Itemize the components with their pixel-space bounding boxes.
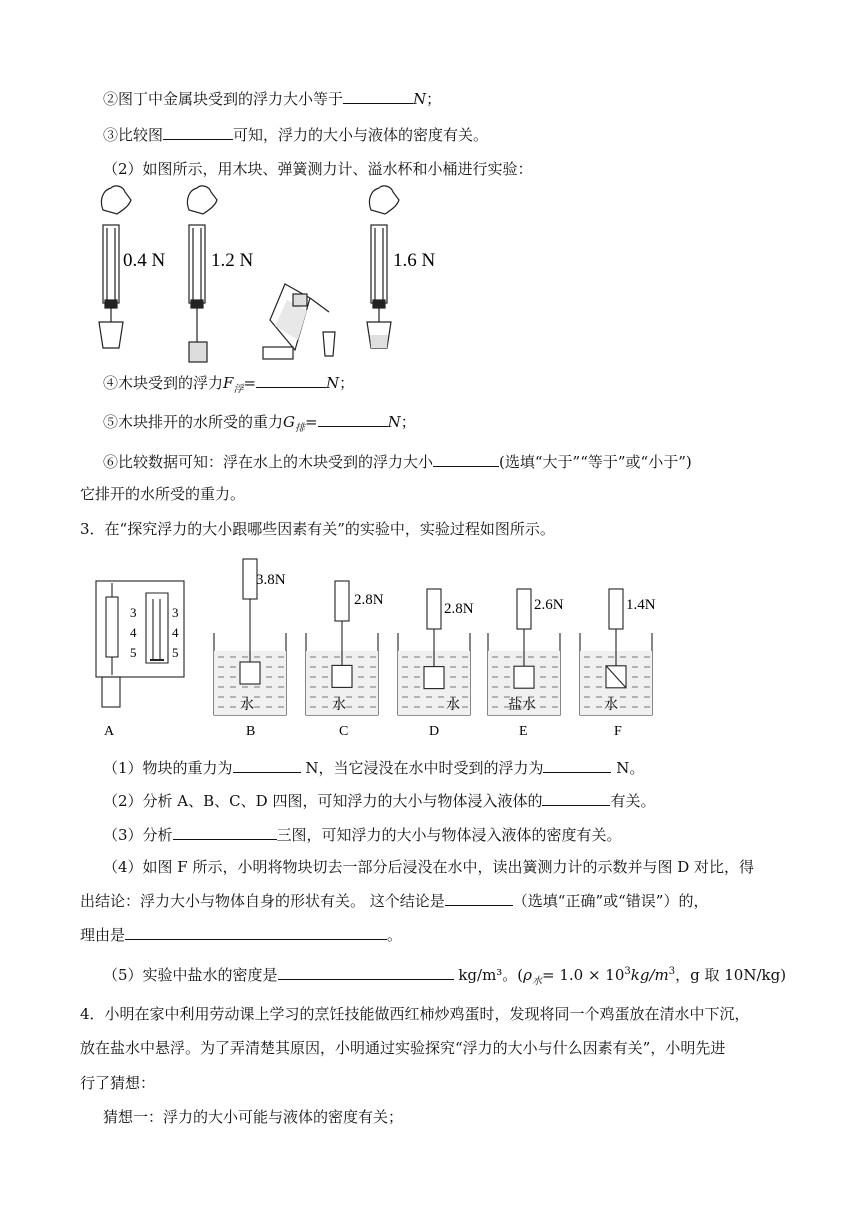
text: N。: [616, 759, 645, 777]
unit: N: [387, 413, 401, 431]
answer-blank[interactable]: [233, 757, 301, 773]
figure-label: E: [519, 724, 528, 739]
scale-tick: 3: [130, 605, 137, 620]
spring-balance-body: [103, 225, 119, 303]
reading-label: 2.8N: [354, 592, 384, 608]
figure-label: B: [246, 724, 256, 739]
scale-tick: 5: [130, 645, 137, 660]
question-line-1: [103, 88, 441, 109]
liquid-label: 水: [604, 698, 618, 713]
sub-question-3: [103, 824, 622, 845]
text: (选填“大于”“等于”或“小于”): [499, 453, 692, 471]
question-line-4: [103, 372, 354, 400]
question-4-line-3: [80, 1073, 155, 1093]
wooden-block: [189, 342, 207, 362]
scale-tick: 4: [130, 625, 137, 640]
answer-blank[interactable]: [433, 451, 499, 467]
reading-label: 1.4N: [626, 597, 656, 613]
figure-label: D: [429, 724, 440, 739]
text: 3．在“探究浮力的大小跟哪些因素有关”的实验中，实验过程如图所示。: [80, 520, 555, 538]
spring-balance: [609, 589, 623, 629]
sub-question-4a: [103, 857, 754, 877]
text: 4．小明在家中利用劳动课上学习的烹饪技能做西红柿炒鸡蛋时，发现将同一个鸡蛋放在清水中下沉，: [80, 1005, 750, 1023]
spring-balance: [335, 581, 349, 621]
sub-question-1: [103, 757, 644, 778]
unit: N: [326, 374, 340, 392]
question-line-6: [103, 451, 692, 472]
equals: =: [243, 374, 257, 392]
scale-tick: 5: [172, 645, 179, 660]
text: kg/m³。(: [458, 966, 524, 984]
hand-icon: [369, 186, 399, 214]
text: 理由是: [80, 926, 126, 944]
subscript: 浮: [233, 384, 244, 395]
scale-panel: [96, 581, 184, 677]
subscript: 水: [532, 976, 542, 987]
text: （3）分析: [103, 826, 173, 844]
punct: ；: [426, 90, 442, 108]
question-line-2: [103, 124, 488, 145]
text: N，当它浸没在水中时受到的浮力为: [305, 759, 544, 777]
text: 。: [387, 926, 403, 944]
liquid-label: 水: [240, 698, 254, 713]
symbol: F: [223, 374, 234, 392]
punct: ；: [339, 374, 355, 392]
block: [102, 677, 120, 707]
liquid-label: 盐水: [508, 698, 536, 713]
block: [332, 665, 352, 687]
answer-blank[interactable]: [278, 964, 454, 980]
answer-blank[interactable]: [318, 411, 388, 427]
question-4-line-4: [103, 1107, 403, 1127]
text: ，g 取 10N/kg): [675, 966, 787, 984]
answer-blank[interactable]: [445, 890, 513, 906]
unit: kg/m: [630, 966, 669, 984]
sub-question-5: [103, 962, 786, 992]
symbol: ρ: [523, 966, 532, 984]
question-4-line-2: [80, 1038, 725, 1058]
spring-balance-body: [189, 225, 205, 303]
answer-blank[interactable]: [125, 924, 387, 940]
answer-blank[interactable]: [543, 757, 611, 773]
block: [424, 667, 444, 689]
text: ⑤木块排开的水所受的重力: [103, 413, 284, 431]
text: ②图丁中金属块受到的浮力大小等于: [103, 90, 344, 108]
subscript: 排: [295, 423, 305, 434]
text: （2）分析 A、B、C、D 四图，可知浮力的大小与物体浸入液体的: [103, 792, 543, 810]
answer-blank[interactable]: [542, 790, 610, 806]
sub-question-4c: [80, 924, 402, 945]
text: ⑥比较数据可知：浮在水上的木块受到的浮力大小: [103, 453, 434, 471]
text: 猜想一：浮力的大小可能与液体的密度有关；: [103, 1108, 404, 1126]
question-line-3: [103, 159, 533, 179]
text: 有关。: [610, 792, 656, 810]
text: 三图，可知浮力的大小与物体浸入液体的密度有关。: [276, 826, 622, 844]
reading-label: 1.6 N: [393, 250, 436, 271]
answer-blank[interactable]: [343, 88, 413, 104]
text: 它排开的水所受的重力。: [80, 485, 246, 503]
spring-balance: [427, 589, 441, 629]
spring-balance-figure-1: [95, 180, 455, 370]
reading-label: 2.6N: [534, 597, 564, 613]
scale-tick: 3: [172, 605, 179, 620]
figure-label: F: [614, 724, 622, 739]
text: 行了猜想：: [80, 1074, 156, 1092]
block: [240, 662, 260, 684]
answer-blank[interactable]: [256, 372, 326, 388]
punct: ；: [400, 413, 416, 431]
figure-label: A: [104, 724, 115, 739]
text: 可知，浮力的大小与液体的密度有关。: [233, 126, 489, 144]
scale-tick: 4: [172, 625, 179, 640]
text: = 1.0 × 10: [542, 966, 625, 984]
text: （选填“正确”或“错误”）的，: [512, 892, 709, 910]
reading-label: 3.8N: [256, 572, 286, 588]
reading-label: 0.4 N: [123, 250, 166, 271]
liquid-label: 水: [332, 698, 346, 713]
question-line-5: [103, 411, 416, 439]
text: （2）如图所示，用木块、弹簧测力计、溢水杯和小桶进行实验：: [103, 160, 533, 178]
answer-blank[interactable]: [163, 124, 233, 140]
liquid-label: 水: [446, 698, 460, 713]
spring-balance-body: [371, 225, 387, 303]
reading-label: 2.8N: [444, 601, 474, 617]
hand-icon: [101, 186, 131, 214]
reading-label: 1.2 N: [211, 250, 254, 271]
text: （4）如图 F 所示，小明将物块切去一部分后浸没在水中，读出簧测力计的示数并与图 D 对比，得: [103, 858, 755, 876]
question-3-stem: [80, 519, 555, 539]
block: [514, 666, 534, 688]
small-bucket: [99, 322, 123, 348]
symbol: G: [283, 413, 295, 431]
small-bucket: [323, 332, 335, 356]
question-line-7: [80, 484, 245, 504]
sub-question-2: [103, 790, 655, 811]
spring-balance: [243, 559, 257, 599]
text: 出结论：浮力大小与物体自身的形状有关。 这个结论是: [80, 892, 445, 910]
sub-question-4b: [80, 890, 708, 911]
figure-label: C: [339, 724, 349, 739]
superscript: 3: [624, 966, 631, 977]
spring-balance: [517, 589, 531, 629]
buoyancy-experiment-figure: [96, 553, 676, 743]
text: （5）实验中盐水的密度是: [103, 966, 278, 984]
answer-blank[interactable]: [173, 824, 277, 840]
text: ③比较图: [103, 126, 164, 144]
text: （1）物块的重力为: [103, 759, 233, 777]
equals: =: [305, 413, 318, 431]
text: ④木块受到的浮力: [103, 374, 224, 392]
unit: N: [413, 90, 427, 108]
superscript: 3: [668, 966, 676, 977]
question-4-line-1: [80, 1004, 750, 1024]
text: 放在盐水中悬浮。为了弄清楚其原因，小明通过实验探究“浮力的大小与什么因素有关”，小明先进: [80, 1039, 726, 1057]
hand-icon: [187, 186, 217, 214]
